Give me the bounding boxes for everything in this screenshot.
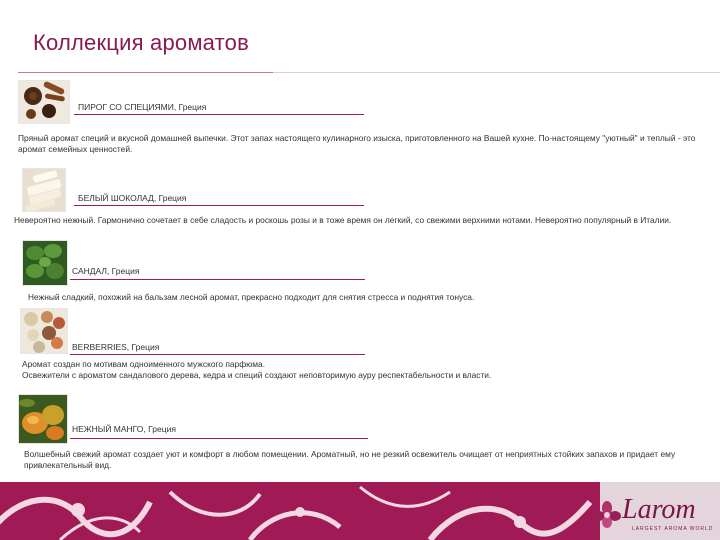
item-description: Невероятно нежный. Гармонично сочетает в себе сладость и роскошь розы и в тоже время он легкий, со свежими верхними нотами. Невероятно популярный в Италии. bbox=[14, 215, 672, 225]
item-divider bbox=[74, 114, 364, 115]
title-divider bbox=[18, 72, 273, 73]
item-divider bbox=[70, 354, 365, 355]
decorative-ornament-band bbox=[0, 482, 600, 540]
item-divider bbox=[70, 438, 368, 439]
sandalwood-leaves-image bbox=[22, 240, 68, 286]
item-divider bbox=[74, 205, 364, 206]
logo-wordmark: Larom bbox=[622, 494, 696, 525]
item-description: Волшебный свежий аромат создает уют и комфорт в любом помещении. Ароматный, но не резкий освежитель очищает от неприятных стойких запахов и придает ему привлекательный вид. bbox=[24, 449, 676, 470]
item-description: Пряный аромат специй и вкусной домашней выпечки. Этот запах настоящего кулинарного изыска, приготовленного на Вашей кухне. По-настоящему "уютный" и теплый - это аромат семейных ценностей. bbox=[18, 133, 696, 154]
orchid-icon bbox=[592, 500, 622, 530]
item-name: БЕЛЫЙ ШОКОЛАД, Греция bbox=[78, 193, 187, 203]
title-divider-light bbox=[273, 72, 720, 73]
item-description: Нежный сладкий, похожий на бальзам лесной аромат, прекрасно подходит для снятия стресса и поднятия тонуса. bbox=[28, 292, 475, 302]
item-name: НЕЖНЫЙ МАНГО, Греция bbox=[72, 424, 176, 434]
logo-tagline: LARGEST AROMA WORLD bbox=[632, 526, 714, 532]
item-divider bbox=[70, 279, 365, 280]
mango-image bbox=[18, 394, 68, 444]
spices-image bbox=[18, 80, 70, 124]
item-name: BERBERRIES, Греция bbox=[72, 342, 160, 352]
item-description: Аромат создан по мотивам одноименного мужского парфюма. Освежители с ароматом сандалового дерева, кедра и специй создают неповторимую ауру респектабельности и власти. bbox=[22, 359, 492, 380]
white-chocolate-image bbox=[22, 168, 66, 212]
page-title: Коллекция ароматов bbox=[33, 30, 249, 55]
item-name: САНДАЛ, Греция bbox=[72, 266, 140, 276]
berberries-image bbox=[20, 308, 68, 354]
larom-logo bbox=[592, 494, 714, 534]
item-name: ПИРОГ СО СПЕЦИЯМИ, Греция bbox=[78, 102, 207, 112]
